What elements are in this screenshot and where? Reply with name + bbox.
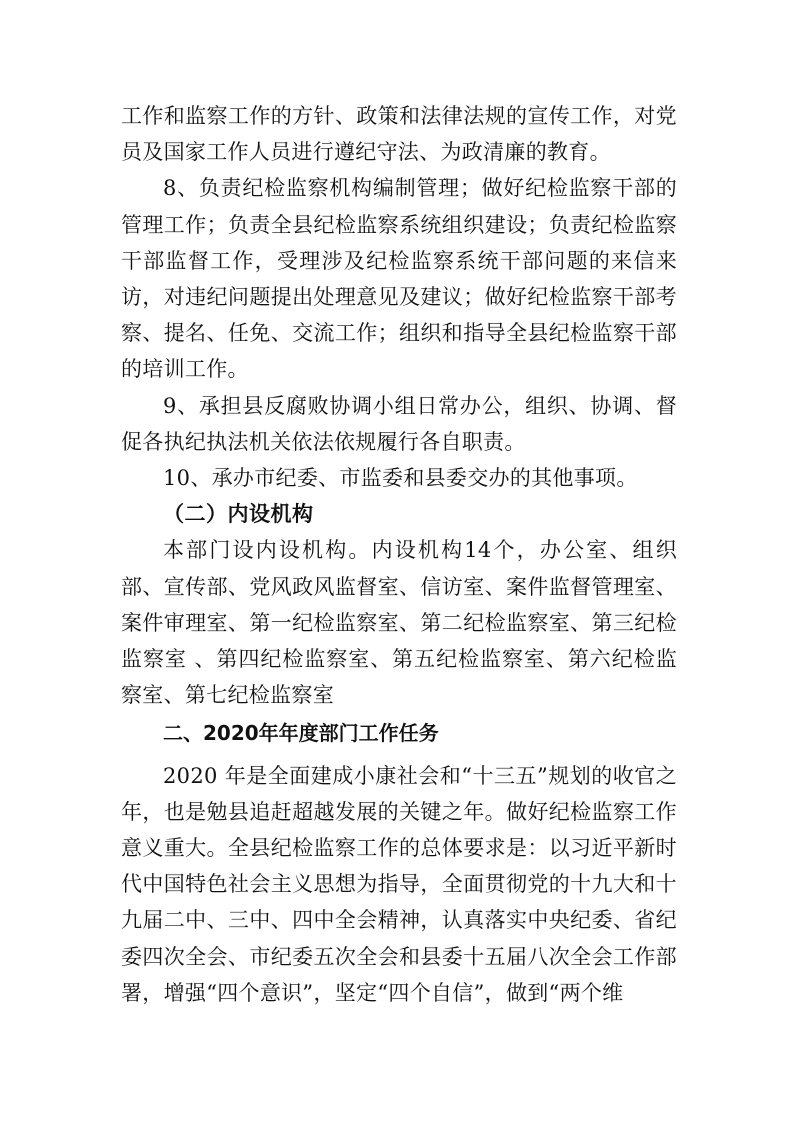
section-heading-internal-institutions: （二）内设机构: [163, 501, 314, 527]
section-heading-work-tasks: 二、2020年年度部门工作任务: [163, 721, 439, 746]
paragraph-internal-institutions: 本部门设内设机构。内设机构14个，办公室、组织部、宣传部、党风政风监督室、信访室、案件监督管理室、案件审理室、第一纪检监察室、第二纪检监察室、第三纪检监察室 、第四纪检监察室、第五纪检监察室、第六纪检监察室、第七纪检监察室: [121, 538, 677, 708]
paragraph-item-8: 8、负责纪检监察机构编制管理；做好纪检监察干部的管理工作；负责全县纪检监察系统组织建设；负责纪检监察干部监督工作，受理涉及纪检监察系统干部问题的来信来访，对违纪问题提出处理意见及建议；做好纪检监察干部考察、提名、任免、交流工作；组织和指导全县纪检监察干部的培训工作。: [121, 176, 677, 382]
paragraph-continued: 工作和监察工作的方针、政策和法律法规的宣传工作，对党员及国家工作人员进行遵纪守法、为政清廉的教育。: [121, 104, 677, 165]
paragraph-work-tasks: 2020 年是全面建成小康社会和“十三五”规划的收官之年，也是勉县追赶超越发展的关键之年。做好纪检监察工作意义重大。全县纪检监察工作的总体要求是：以习近平新时代中国特色社会主义思想为指导，全面贯彻党的十九大和十九届二中、三中、四中全会精神，认真落实中央纪委、省纪委四次全会、市纪委五次全会和县委十五届八次全会工作部署，增强“四个意识”，坚定“四个自信”，做到“两个维: [121, 763, 677, 1005]
paragraph-item-9: 9、承担县反腐败协调小组日常办公，组织、协调、督促各执纪执法机关依法依规履行各自职责。: [121, 393, 677, 454]
paragraph-item-10: 10、承办市纪委、市监委和县委交办的其他事项。: [163, 466, 638, 491]
document-page: [121, 98, 677, 1011]
